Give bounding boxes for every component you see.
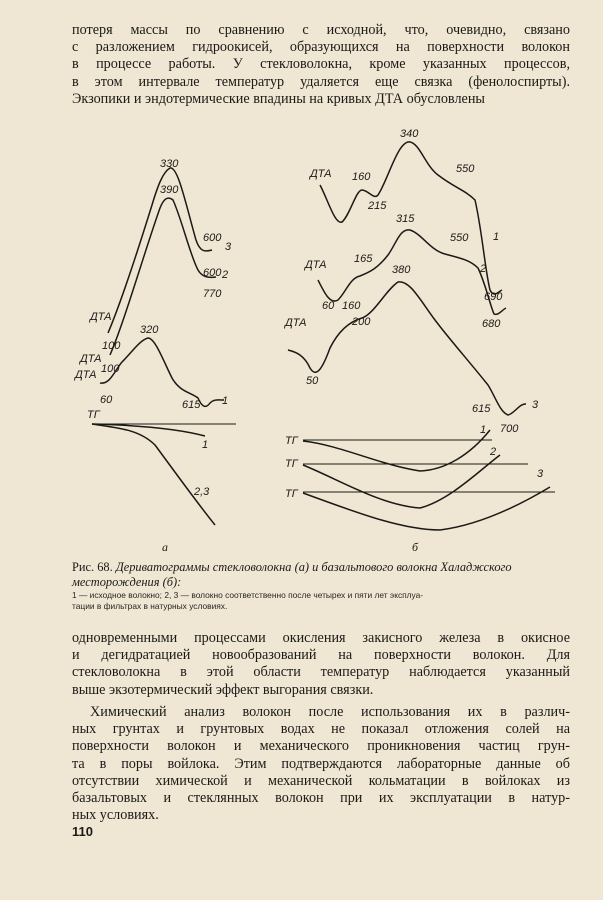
paragraph-top: [72, 22, 570, 108]
panel-b-temp-160b: 160: [342, 300, 361, 312]
paragraph-bottom-1: [72, 630, 570, 699]
panel-a-temp-390: 390: [160, 184, 179, 196]
paragraph-bottom-2: [72, 704, 570, 824]
figure-number: Рис. 68.: [72, 560, 113, 574]
panel-b-temp-165: 165: [354, 253, 373, 265]
panel-a-tg-label: ТГ: [87, 409, 100, 421]
panel-b-tg-label-1: ТГ: [285, 435, 298, 447]
panel-b-temp-215: 215: [368, 200, 387, 212]
panel-b-temp-50: 50: [306, 375, 319, 387]
panel-a-temp-100b: 100: [101, 363, 120, 375]
panel-b-tg-curve-3-number: 3: [537, 468, 544, 480]
panel-b-temp-160a: 160: [352, 171, 371, 183]
panel-a-tg-curve-23-number: 2,3: [194, 486, 210, 498]
panel-b-tg-curve-2-number: 2: [490, 446, 497, 458]
panel-b-dta-label-3: ДТА: [285, 317, 307, 329]
panel-a-dta-label-1: ДТА: [90, 311, 112, 323]
panel-a-tg-curve-23: [92, 424, 215, 525]
panel-a-dta-curve-2: [110, 198, 216, 355]
panel-b-tg-curve-2: [303, 455, 500, 508]
panel-a-temp-600a: 600: [203, 232, 222, 244]
text-line: ных условиях.: [72, 807, 159, 824]
panel-b-curve-2-number: 2: [480, 263, 487, 275]
panel-b-tg-curve-1-number: 1: [480, 424, 487, 436]
text-line: в процессе работы. У стекловолокна, кроме указанных процессов,: [72, 56, 570, 73]
panel-a-temp-320: 320: [140, 324, 159, 336]
text-line: с разложением гидроокисей, образующихся на поверхности волокон: [72, 39, 570, 56]
text-line: отсутствии химической и механической кольматации в войлоках из: [72, 772, 570, 789]
panel-b-temp-690: 690: [484, 291, 503, 303]
caption-text-2: месторождения (б):: [72, 574, 182, 589]
text-line: поверхности волокон и механического проникновения частиц грун-: [72, 738, 570, 755]
caption-text-1: Дериватограммы стекловолокна (а) и базальтового волокна Халаджского: [115, 560, 512, 574]
panel-a-tg-curve-1-number: 1: [202, 439, 209, 451]
text-line: и дегидратацией новообразований на поверхности волокон. Для: [72, 647, 570, 664]
panel-b-tg-curve-3: [303, 487, 550, 530]
panel-b-sublabel: б: [412, 540, 419, 554]
panel-b-temp-60: 60: [322, 300, 335, 312]
panel-a-dta-label-2: ДТА: [80, 353, 102, 365]
panel-b-dta-label-1: ДТА: [310, 168, 332, 180]
panel-b-temp-340: 340: [400, 128, 419, 140]
panel-b-temp-315: 315: [396, 213, 415, 225]
panel-b-curve-3-number: 3: [532, 399, 539, 411]
panel-a-temp-600b: 600: [203, 267, 222, 279]
panel-a-temp-330: 330: [160, 158, 179, 170]
panel-b-temp-550a: 550: [456, 163, 475, 175]
panel-b-tg-curve-1: [303, 430, 490, 471]
panel-a-curve-1-number: 1: [222, 395, 229, 407]
text-line: базальтовых и стеклянных волокон при их эксплуатации в натур-: [72, 790, 570, 807]
panel-b-temp-615: 615: [472, 403, 491, 415]
figure-caption: [72, 560, 572, 589]
figure-68-derivatograms: [0, 128, 603, 560]
text-line: в этом интервале температур удаляется еще связка (фенолоспирты).: [72, 73, 570, 90]
text-line: выше экзотермический эффект выгорания связки.: [72, 681, 374, 698]
panel-b-tg-label-3: ТГ: [285, 488, 298, 500]
panel-b-tg-label-2: ТГ: [285, 458, 298, 470]
text-line: Химический анализ волокон после использования их в различ-: [90, 704, 570, 720]
text-line: ных грунтах и грунтовых водах не показал отложения солей на: [72, 721, 570, 738]
text-line: Экзопики и эндотермические впадины на кривых ДТА обусловлены: [72, 90, 485, 107]
text-line: та в поры войлока. Этим подтверждаются лабораторные данные об: [72, 755, 570, 772]
panel-b-temp-550b: 550: [450, 232, 469, 244]
panel-a-temp-100a: 100: [102, 340, 121, 352]
panel-a-temp-770: 770: [203, 288, 222, 300]
panel-b-temp-200: 200: [352, 316, 371, 328]
panel-a: [73, 158, 236, 554]
legend-line-2: тации в фильтрах в натурных условиях.: [72, 600, 228, 611]
legend-line-1: 1 — исходное волокно; 2, 3 — волокно соответственно после четырех и пяти лет эксплуа-: [72, 590, 424, 600]
page-number: 110: [72, 824, 93, 839]
panel-b-curve-1-number: 1: [493, 231, 500, 243]
text-line: стекловолокна в этой области температур наблюдается указанный: [72, 664, 570, 681]
panel-a-curve-2-number: 2: [222, 269, 229, 281]
panel-a-dta-label-3: ДТА: [75, 369, 97, 381]
panel-b-temp-700: 700: [500, 423, 519, 435]
panel-a-sublabel: а: [162, 540, 168, 554]
figure-legend: [72, 590, 572, 611]
panel-a-curve-3-number: 3: [225, 241, 232, 253]
panel-b-temp-680: 680: [482, 318, 501, 330]
panel-a-temp-60: 60: [100, 394, 113, 406]
text-line: потеря массы по сравнению с исходной, что, очевидно, связано: [72, 22, 570, 38]
panel-b-temp-380: 380: [392, 264, 411, 276]
panel-b-dta-label-2: ДТА: [305, 259, 327, 271]
panel-a-temp-615: 615: [182, 399, 201, 411]
text-line: одновременными процессами окисления закисного железа в окисное: [72, 630, 570, 646]
panel-b: [283, 128, 555, 554]
